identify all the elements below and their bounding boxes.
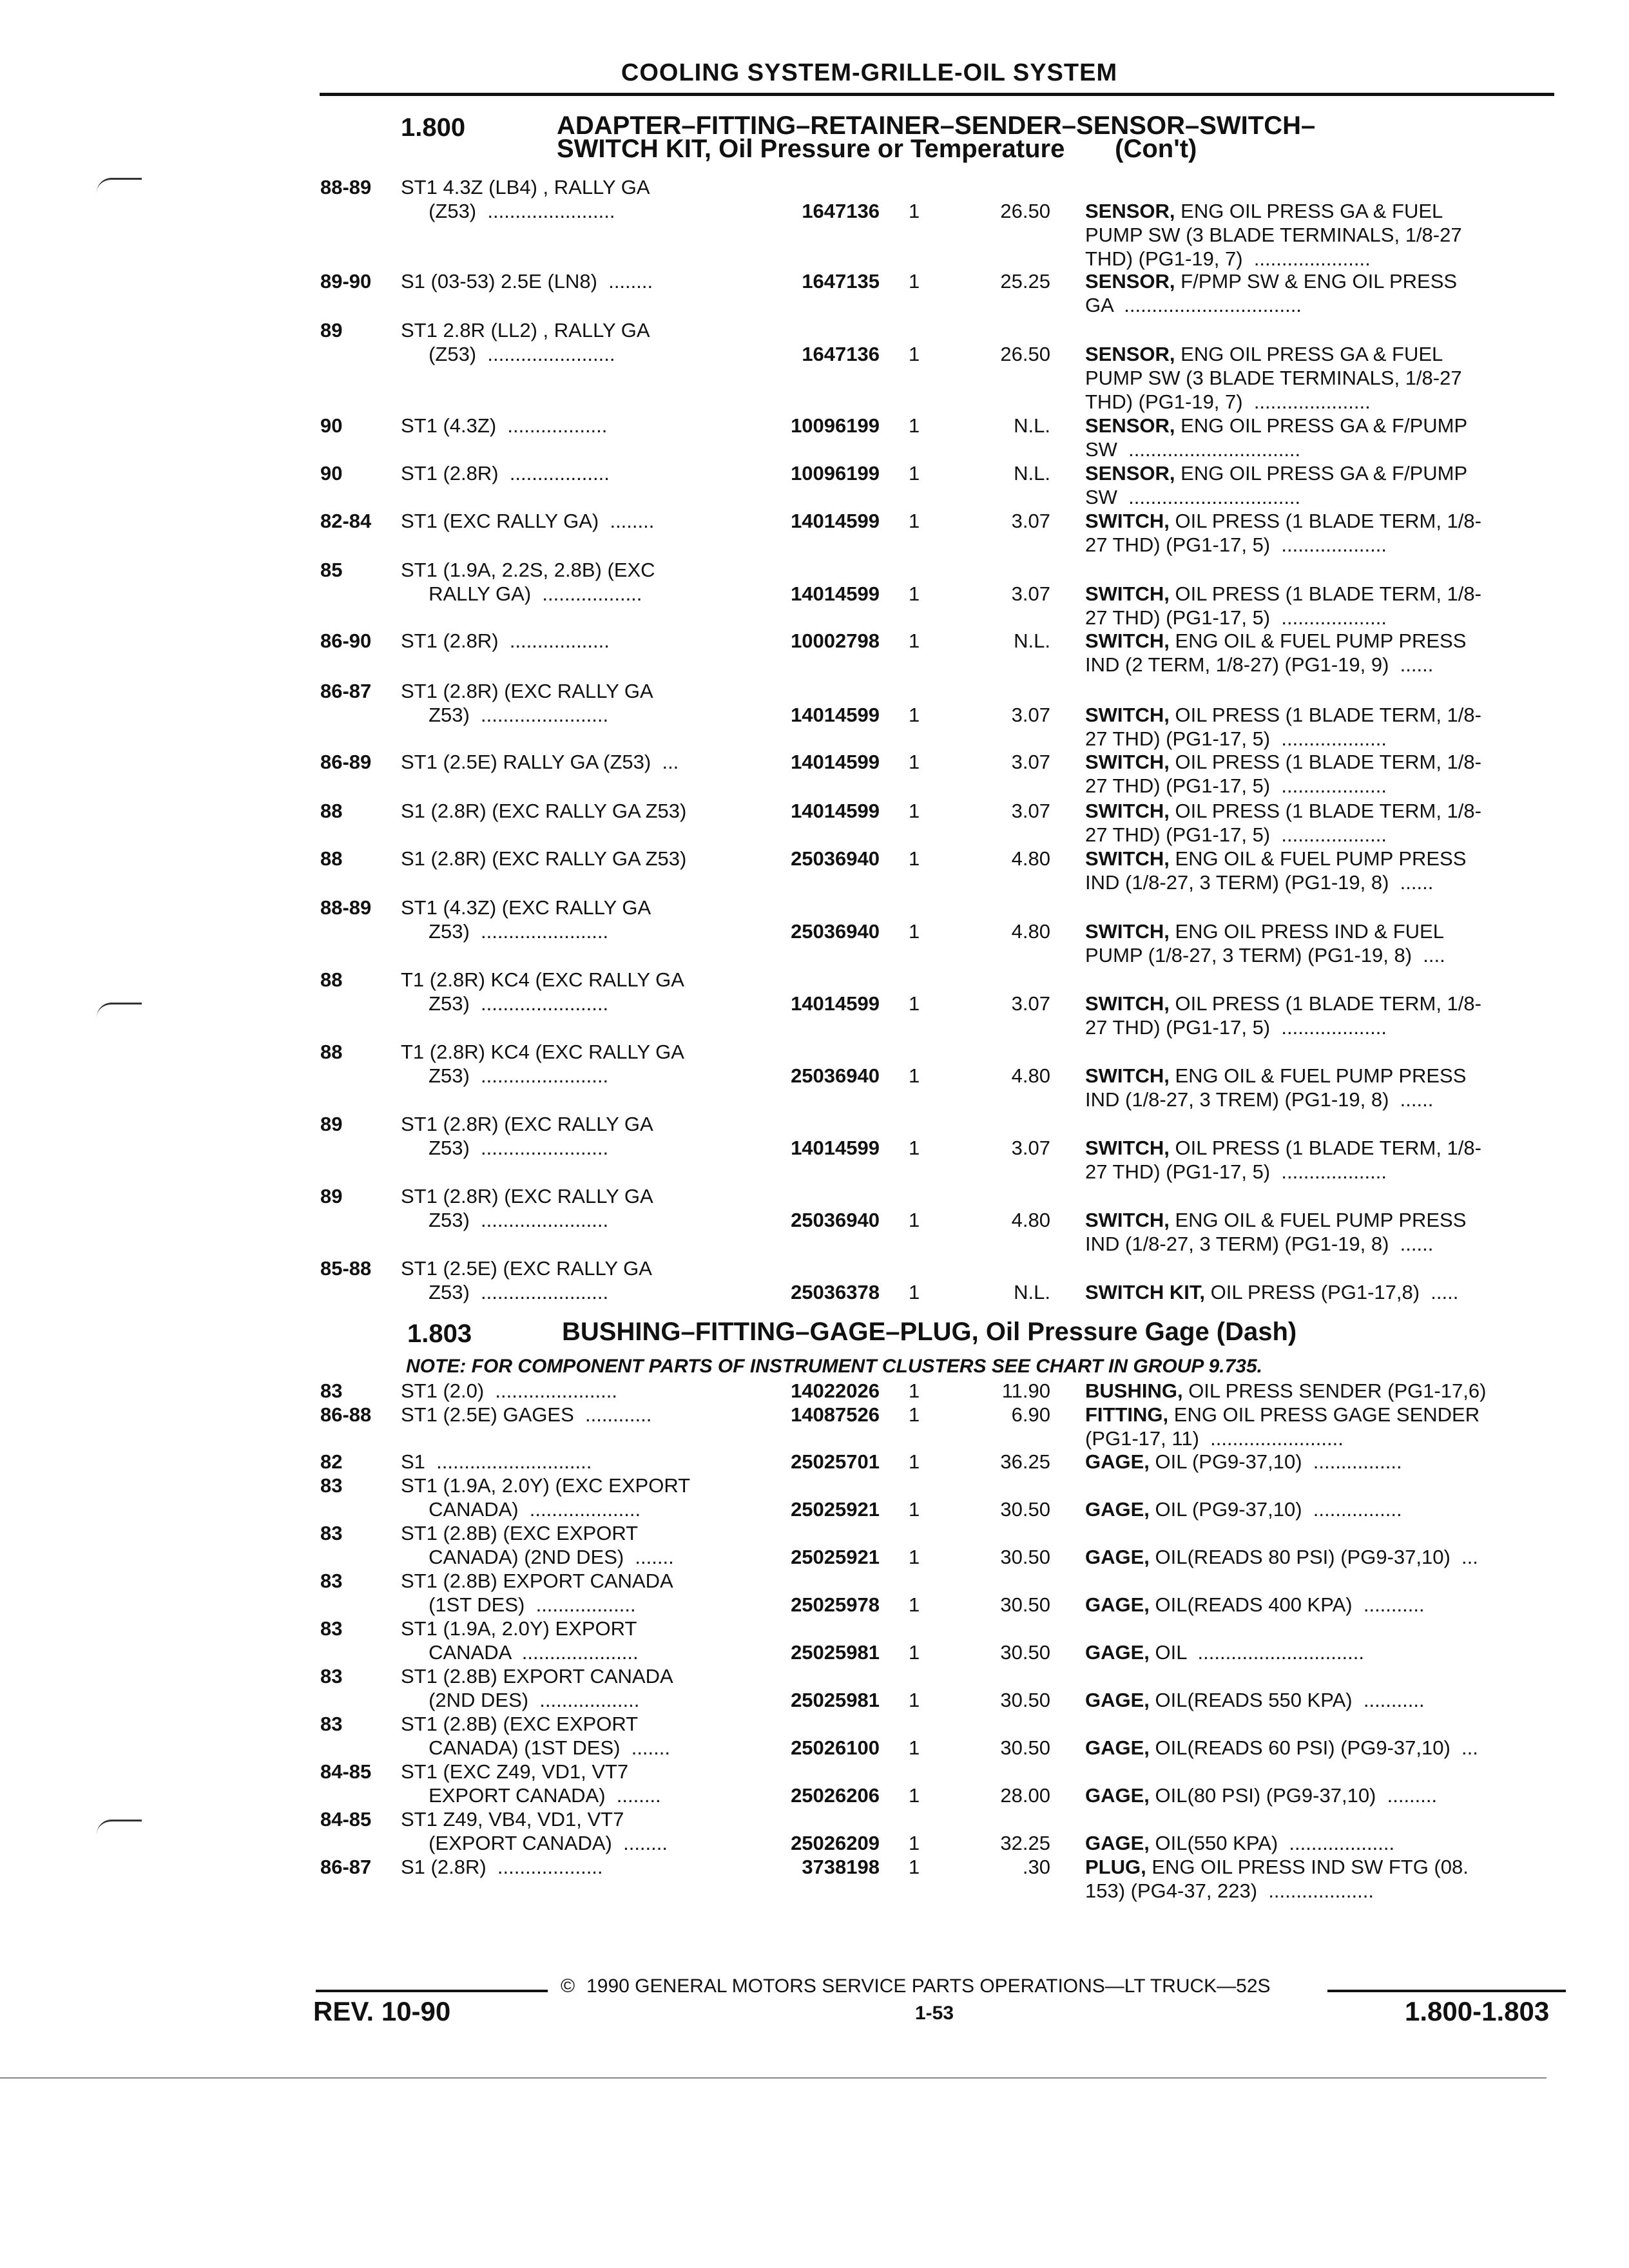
price: 6.90 [1011, 1403, 1050, 1426]
footer-section-range: 1.800-1.803 [1405, 1996, 1550, 2026]
scan-edge-line [0, 2077, 1547, 2079]
application-description: ST1 (2.8B) (EXC EXPORT CANADA) (2ND DES) ....... [401, 1522, 674, 1568]
part-name-keyword: FITTING, [1085, 1403, 1169, 1426]
price: 30.50 [1000, 1593, 1050, 1616]
part-name [1085, 1280, 1458, 1304]
part-name-keyword: SWITCH, [1085, 582, 1170, 605]
footer-copyright [561, 1975, 1271, 1997]
model-year: 88 [320, 968, 343, 991]
application-description: ST1 (4.3Z) (EXC RALLY GA Z53) ....................... [401, 896, 651, 943]
quantity: 1 [909, 1209, 920, 1231]
application-description: ST1 (2.8R) .................. [401, 462, 610, 485]
footer-rule-right [1327, 1990, 1566, 1992]
price: .30 [1022, 1856, 1050, 1878]
part-number: 25036940 [791, 1064, 880, 1087]
price: 30.50 [1000, 1498, 1050, 1521]
section-title-1-line1: ADAPTER–FITTING–RETAINER–SENDER–SENSOR–SWITCH– [557, 111, 1316, 140]
part-name-keyword: GAGE, [1085, 1498, 1150, 1521]
quantity: 1 [909, 1379, 920, 1402]
quantity: 1 [909, 200, 920, 222]
part-name-keyword: SWITCH, [1085, 1064, 1170, 1087]
part-name-detail: OIL PRESS (1 BLADE TERM, 1/8- 27 THD) (PG1-17, 5) ................... [1085, 992, 1481, 1039]
part-name-detail: OIL .............................. [1149, 1641, 1364, 1664]
quantity: 1 [909, 270, 920, 293]
quantity: 1 [909, 414, 920, 437]
part-name [1085, 414, 1467, 461]
part-name-keyword: PLUG, [1085, 1856, 1146, 1878]
part-name [1085, 342, 1462, 414]
application-description: ST1 (2.5E) RALLY GA (Z53) ... [401, 751, 679, 773]
quantity: 1 [909, 1498, 920, 1521]
quantity: 1 [909, 751, 920, 773]
quantity: 1 [909, 1689, 920, 1711]
part-name-detail: OIL(READS 80 PSI) (PG9-37,10) ... [1149, 1546, 1478, 1568]
application-description: ST1 Z49, VB4, VD1, VT7 (EXPORT CANADA) ........ [401, 1808, 668, 1854]
model-year: 88 [320, 1041, 343, 1063]
title-rule [320, 93, 1554, 96]
part-name-detail: OIL(READS 400 KPA) ........... [1149, 1593, 1425, 1616]
part-name [1085, 1064, 1466, 1111]
part-name [1085, 461, 1467, 509]
application-description: ST1 (2.8R) (EXC RALLY GA Z53) ....................... [401, 1185, 653, 1231]
part-name [1085, 992, 1481, 1039]
price: 26.50 [1000, 343, 1050, 365]
model-year: 83 [320, 1617, 343, 1640]
application-description: S1 (2.8R) (EXC RALLY GA Z53) [401, 800, 687, 822]
part-number: 25036378 [791, 1281, 880, 1303]
part-number: 14014599 [791, 582, 880, 605]
model-year: 85-88 [320, 1257, 372, 1280]
part-number: 10096199 [791, 414, 880, 437]
model-year: 89 [320, 1113, 343, 1135]
part-name-keyword: SWITCH, [1085, 704, 1170, 726]
part-name-keyword: SWITCH, [1085, 847, 1170, 870]
model-year: 83 [320, 1713, 343, 1735]
part-number: 25036940 [791, 920, 880, 943]
copyright-symbol: © [561, 1975, 575, 1997]
price: N.L. [1014, 1281, 1050, 1303]
part-name-keyword: SENSOR, [1085, 270, 1175, 293]
application-description: ST1 (1.9A, 2.0Y) (EXC EXPORT CANADA) .................... [401, 1474, 691, 1521]
footer-page-number: 1-53 [915, 2003, 954, 2024]
model-year: 89 [320, 1185, 343, 1207]
binder-hole-mark [97, 1820, 142, 1834]
application-description: ST1 (4.3Z) .................. [401, 414, 608, 437]
model-year: 83 [320, 1474, 343, 1497]
part-number: 14087526 [791, 1403, 880, 1426]
part-name-keyword: GAGE, [1085, 1641, 1150, 1664]
model-year: 83 [320, 1522, 343, 1544]
section-title-1-line2: SWITCH KIT, Oil Pressure or Temperature (Con't) [557, 135, 1197, 163]
quantity: 1 [909, 510, 920, 532]
part-number: 25026100 [791, 1736, 880, 1759]
part-name [1085, 629, 1466, 677]
application-description: ST1 4.3Z (LB4) , RALLY GA (Z53) ....................... [401, 176, 650, 222]
model-year: 86-89 [320, 751, 372, 773]
footer-publisher-text: 1990 GENERAL MOTORS SERVICE PARTS OPERATIONS—LT TRUCK—52S [586, 1975, 1271, 1997]
quantity: 1 [909, 1137, 920, 1159]
part-name-keyword: SWITCH KIT, [1085, 1281, 1205, 1303]
application-description: S1 (2.8R) ................... [401, 1856, 603, 1878]
part-number: 25026209 [791, 1832, 880, 1854]
quantity: 1 [909, 462, 920, 485]
model-year: 86-87 [320, 1856, 372, 1878]
quantity: 1 [909, 1832, 920, 1854]
part-name-detail: OIL PRESS (1 BLADE TERM, 1/8- 27 THD) (PG1-17, 5) ................... [1085, 704, 1481, 750]
application-description: S1 (2.8R) (EXC RALLY GA Z53) [401, 847, 687, 870]
part-name-detail: F/PMP SW & ENG OIL PRESS GA ................................ [1085, 270, 1458, 316]
price: 30.50 [1000, 1689, 1050, 1711]
part-number: 25025981 [791, 1689, 880, 1711]
application-description: ST1 (EXC Z49, VD1, VT7 EXPORT CANADA) ........ [401, 1760, 661, 1807]
model-year: 90 [320, 414, 343, 437]
part-name-detail: OIL PRESS (1 BLADE TERM, 1/8- 27 THD) (PG1-17, 5) ................... [1085, 582, 1481, 629]
model-year: 83 [320, 1665, 343, 1687]
quantity: 1 [909, 1641, 920, 1664]
part-name-detail: ENG OIL PRESS IND SW FTG (08. 153) (PG4-37, 223) ................... [1085, 1856, 1469, 1902]
part-number: 14022026 [791, 1379, 880, 1402]
part-name-detail: ENG OIL & FUEL PUMP PRESS IND (1/8-27, 3 TERM) (PG1-19, 8) ...... [1085, 847, 1467, 894]
part-name-detail: ENG OIL & FUEL PUMP PRESS IND (1/8-27, 3 TERM) (PG1-19, 8) ...... [1085, 1209, 1467, 1255]
part-name-detail: OIL PRESS (1 BLADE TERM, 1/8- 27 THD) (PG1-17, 5) ................... [1085, 510, 1481, 556]
model-year: 88-89 [320, 896, 372, 919]
section-note: NOTE: FOR COMPONENT PARTS OF INSTRUMENT CLUSTERS SEE CHART IN GROUP 9.735. [406, 1356, 1263, 1377]
part-number: 25025921 [791, 1546, 880, 1568]
part-name [1085, 703, 1481, 751]
part-name-detail: OIL(550 KPA) ................... [1149, 1832, 1395, 1854]
part-number: 25036940 [791, 1209, 880, 1231]
application-description: S1 ............................ [401, 1450, 592, 1473]
price: N.L. [1014, 414, 1050, 437]
part-name-detail: ENG OIL PRESS IND & FUEL PUMP (1/8-27, 3 TERM) (PG1-19, 8) .... [1085, 920, 1445, 966]
part-name [1085, 509, 1481, 557]
application-description: ST1 (2.8B) EXPORT CANADA (1ST DES) .................. [401, 1570, 673, 1616]
part-name [1085, 1208, 1466, 1256]
part-name [1085, 799, 1481, 847]
part-name-detail: ENG OIL PRESS GA & F/PUMP SW ............................... [1085, 414, 1468, 461]
price: N.L. [1014, 629, 1050, 652]
part-name-keyword: GAGE, [1085, 1593, 1150, 1616]
part-name [1085, 1379, 1486, 1403]
part-number: 25025978 [791, 1593, 880, 1616]
part-name [1085, 1450, 1402, 1474]
part-name-detail: ENG OIL PRESS GAGE SENDER (PG1-17, 11) ........................ [1085, 1403, 1480, 1450]
quantity: 1 [909, 629, 920, 652]
part-number: 10002798 [791, 629, 880, 652]
price: 4.80 [1011, 920, 1050, 943]
price: 4.80 [1011, 1064, 1050, 1087]
part-number: 14014599 [791, 510, 880, 532]
part-number: 25036940 [791, 847, 880, 870]
part-name [1085, 1831, 1394, 1855]
part-name-detail: OIL PRESS (PG1-17,8) ..... [1205, 1281, 1459, 1303]
part-number: 25025981 [791, 1641, 880, 1664]
part-number: 14014599 [791, 704, 880, 726]
price: 11.90 [1001, 1379, 1050, 1402]
part-name-keyword: SWITCH, [1085, 1137, 1170, 1159]
part-name-keyword: GAGE, [1085, 1546, 1150, 1568]
model-year: 88-89 [320, 176, 372, 198]
model-year: 82-84 [320, 510, 372, 532]
part-name-keyword: SENSOR, [1085, 200, 1175, 222]
part-name-keyword: GAGE, [1085, 1832, 1150, 1854]
binder-hole-mark [97, 178, 142, 193]
quantity: 1 [909, 1064, 920, 1087]
page-title: COOLING SYSTEM-GRILLE-OIL SYSTEM [621, 59, 1118, 86]
quantity: 1 [909, 1784, 920, 1807]
part-number: 14014599 [791, 800, 880, 822]
part-name-detail: OIL PRESS SENDER (PG1-17,6) [1182, 1379, 1487, 1402]
application-description: ST1 (2.0) ...................... [401, 1379, 617, 1402]
application-description: T1 (2.8R) KC4 (EXC RALLY GA Z53) ....................... [401, 968, 684, 1015]
footer-revision: REV. 10-90 [313, 1996, 451, 2026]
quantity: 1 [909, 1403, 920, 1426]
price: 36.25 [1000, 1450, 1050, 1473]
price: 3.07 [1011, 704, 1050, 726]
part-number: 14014599 [791, 1137, 880, 1159]
section-title-2: BUSHING–FITTING–GAGE–PLUG, Oil Pressure Gage (Dash) [562, 1318, 1297, 1346]
model-year: 82 [320, 1450, 343, 1473]
binder-hole-mark [97, 1003, 142, 1017]
quantity: 1 [909, 582, 920, 605]
application-description: ST1 (2.8R) (EXC RALLY GA Z53) ....................... [401, 680, 653, 726]
part-name [1085, 1783, 1437, 1807]
part-name-keyword: SWITCH, [1085, 800, 1170, 822]
price: 3.07 [1011, 751, 1050, 773]
part-name-keyword: GAGE, [1085, 1450, 1150, 1473]
application-description: ST1 (EXC RALLY GA) ........ [401, 510, 655, 532]
part-name-keyword: SENSOR, [1085, 343, 1175, 365]
model-year: 85 [320, 559, 343, 581]
quantity: 1 [909, 847, 920, 870]
part-name [1085, 1688, 1425, 1712]
price: 30.50 [1000, 1641, 1050, 1664]
part-name-detail: OIL PRESS (1 BLADE TERM, 1/8- 27 THD) (PG1-17, 5) ................... [1085, 800, 1481, 846]
model-year: 84-85 [320, 1808, 372, 1831]
part-number: 25025701 [791, 1450, 880, 1473]
price: 3.07 [1011, 510, 1050, 532]
part-name-keyword: SWITCH, [1085, 751, 1170, 773]
part-name-detail: ENG OIL PRESS GA & F/PUMP SW ............................... [1085, 462, 1468, 508]
part-name [1085, 1593, 1425, 1617]
quantity: 1 [909, 1856, 920, 1878]
quantity: 1 [909, 704, 920, 726]
part-name [1085, 1136, 1481, 1184]
part-name-keyword: SWITCH, [1085, 992, 1170, 1015]
application-description: ST1 (2.8B) (EXC EXPORT CANADA) (1ST DES) ....... [401, 1713, 671, 1759]
part-number: 10096199 [791, 462, 880, 485]
price: 3.07 [1011, 992, 1050, 1015]
application-description: ST1 (2.5E) GAGES ............ [401, 1403, 652, 1426]
quantity: 1 [909, 343, 920, 365]
model-year: 86-87 [320, 680, 372, 702]
application-description: ST1 (2.8B) EXPORT CANADA (2ND DES) .................. [401, 1665, 673, 1711]
part-name-detail: ENG OIL PRESS GA & FUEL PUMP SW (3 BLADE TERMINALS, 1/8-27 THD) (PG1-19, 7) ..................... [1085, 200, 1462, 270]
part-name-detail: OIL (PG9-37,10) ................ [1149, 1450, 1402, 1473]
price: 30.50 [1000, 1546, 1050, 1568]
part-name [1085, 1545, 1478, 1569]
price: 3.07 [1011, 800, 1050, 822]
quantity: 1 [909, 1736, 920, 1759]
part-name-detail: OIL PRESS (1 BLADE TERM, 1/8- 27 THD) (PG1-17, 5) ................... [1085, 751, 1481, 797]
part-number: 1647136 [802, 200, 880, 222]
price: 30.50 [1000, 1736, 1050, 1759]
part-name [1085, 199, 1462, 271]
quantity: 1 [909, 1450, 920, 1473]
part-name-detail: ENG OIL & FUEL PUMP PRESS IND (2 TERM, 1/8-27) (PG1-19, 9) ...... [1085, 629, 1467, 676]
application-description: T1 (2.8R) KC4 (EXC RALLY GA Z53) ....................... [401, 1041, 684, 1087]
model-year: 83 [320, 1570, 343, 1592]
model-year: 88 [320, 800, 343, 822]
application-description: ST1 (2.5E) (EXC RALLY GA Z53) ....................... [401, 1257, 652, 1303]
model-year: 86-88 [320, 1403, 372, 1426]
part-name [1085, 1855, 1469, 1903]
part-number: 3738198 [802, 1856, 880, 1878]
part-name-detail: OIL(READS 550 KPA) ........... [1149, 1689, 1425, 1711]
price: 3.07 [1011, 582, 1050, 605]
application-description: S1 (03-53) 2.5E (LN8) ........ [401, 270, 653, 293]
part-number: 1647135 [802, 270, 880, 293]
part-name [1085, 582, 1481, 629]
part-number: 1647136 [802, 343, 880, 365]
model-year: 89 [320, 319, 343, 341]
part-name [1085, 1640, 1364, 1664]
part-name-keyword: BUSHING, [1085, 1379, 1183, 1402]
price: 4.80 [1011, 847, 1050, 870]
part-number: 14014599 [791, 992, 880, 1015]
quantity: 1 [909, 800, 920, 822]
part-name-keyword: SWITCH, [1085, 1209, 1170, 1231]
application-description: ST1 (2.8R) .................. [401, 629, 610, 652]
quantity: 1 [909, 1281, 920, 1303]
part-name-keyword: SWITCH, [1085, 510, 1170, 532]
model-year: 90 [320, 462, 343, 485]
part-name-detail: OIL PRESS (1 BLADE TERM, 1/8- 27 THD) (PG1-17, 5) ................... [1085, 1137, 1481, 1183]
part-name [1085, 1497, 1402, 1521]
part-name [1085, 919, 1445, 967]
part-number: 25026206 [791, 1784, 880, 1807]
part-name-keyword: GAGE, [1085, 1736, 1150, 1759]
price: 26.50 [1000, 200, 1050, 222]
price: 28.00 [1000, 1784, 1050, 1807]
part-name [1085, 847, 1466, 894]
part-name-keyword: SWITCH, [1085, 920, 1170, 943]
part-number: 25025921 [791, 1498, 880, 1521]
model-year: 88 [320, 847, 343, 870]
part-name-keyword: SWITCH, [1085, 629, 1170, 652]
part-name [1085, 750, 1481, 798]
price: 32.25 [1000, 1832, 1050, 1854]
part-name-keyword: SENSOR, [1085, 462, 1175, 485]
footer-rule-left [316, 1990, 548, 1992]
section-number-2: 1.803 [407, 1320, 472, 1348]
price: 4.80 [1011, 1209, 1050, 1231]
application-description: ST1 (1.9A, 2.2S, 2.8B) (EXC RALLY GA) .................. [401, 559, 655, 605]
part-number: 14014599 [791, 751, 880, 773]
quantity: 1 [909, 1546, 920, 1568]
part-name-detail: OIL(READS 60 PSI) (PG9-37,10) ... [1149, 1736, 1478, 1759]
application-description: ST1 2.8R (LL2) , RALLY GA (Z53) ....................... [401, 319, 650, 365]
price: 25.25 [1000, 270, 1050, 293]
part-name-detail: OIL (PG9-37,10) ................ [1149, 1498, 1402, 1521]
part-name-detail: OIL(80 PSI) (PG9-37,10) ......... [1149, 1784, 1438, 1807]
quantity: 1 [909, 992, 920, 1015]
part-name-keyword: SENSOR, [1085, 414, 1175, 437]
part-name [1085, 1736, 1478, 1760]
part-name-detail: ENG OIL & FUEL PUMP PRESS IND (1/8-27, 3 TREM) (PG1-19, 8) ...... [1085, 1064, 1467, 1111]
model-year: 84-85 [320, 1760, 372, 1783]
part-name-keyword: GAGE, [1085, 1784, 1150, 1807]
part-name [1085, 269, 1457, 317]
model-year: 86-90 [320, 629, 372, 652]
part-name-detail: ENG OIL PRESS GA & FUEL PUMP SW (3 BLADE TERMINALS, 1/8-27 THD) (PG1-19, 7) ..................... [1085, 343, 1462, 413]
price: 3.07 [1011, 1137, 1050, 1159]
model-year: 83 [320, 1379, 343, 1402]
application-description: ST1 (1.9A, 2.0Y) EXPORT CANADA ..................... [401, 1617, 639, 1664]
part-name-keyword: GAGE, [1085, 1689, 1150, 1711]
quantity: 1 [909, 920, 920, 943]
price: N.L. [1014, 462, 1050, 485]
model-year: 89-90 [320, 270, 372, 293]
quantity: 1 [909, 1593, 920, 1616]
part-name [1085, 1403, 1480, 1450]
application-description: ST1 (2.8R) (EXC RALLY GA Z53) ....................... [401, 1113, 653, 1159]
section-number-1: 1.800 [401, 113, 466, 142]
